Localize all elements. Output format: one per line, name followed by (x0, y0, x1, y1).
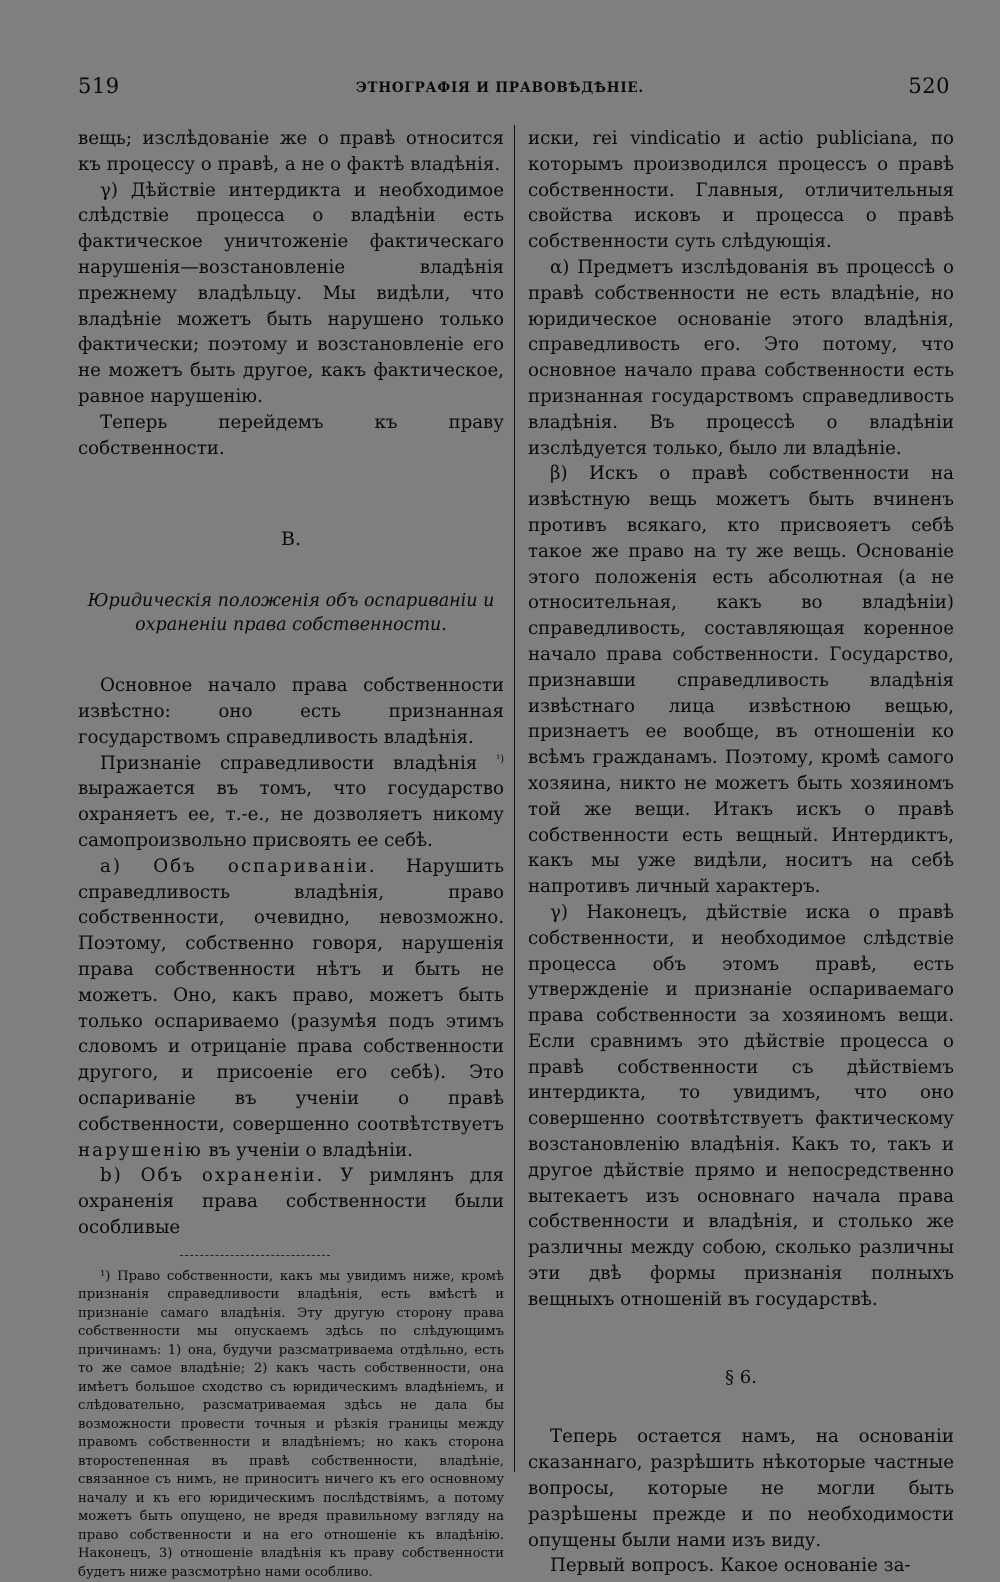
paragraph: иски, rei vindicatio и actio publiciana, по которымъ производился процессъ о правѣ собственности. Главныя, отличительныя свойства исковъ и процесса о правѣ собственности суть слѣдующія. (528, 128, 954, 253)
right-column (528, 126, 954, 1579)
running-title: ЭТНОГРАФІЯ И ПРАВОВѢДѢНІЕ. (355, 80, 645, 96)
paragraph-label: а) Объ оспариваніи. (100, 855, 377, 877)
footnote-ref: ¹) (496, 753, 504, 765)
paragraph: α) Предметъ изслѣдованія въ процессѣ о правѣ собственности не есть владѣніе, но юридическое основаніе этого владѣнія, справедливость его. Это потому, что основное начало права собственности есть признанная государствомъ справедливость владѣнія. Въ процессѣ о владѣніи изслѣдуется только, было ли владѣніе. (528, 256, 954, 459)
section-sign: § 6. (725, 1366, 757, 1388)
paragraph-text: У римлянъ для охраненія права собственности были особливые (78, 1165, 504, 1238)
page-number-right: 520 (908, 74, 950, 98)
paragraph: β) Искъ о правѣ собственности на извѣстную вещь можетъ быть вчиненъ противъ всякаго, кто присвояетъ себѣ такое же право на ту же вещь. Основаніе этого положенія есть абсолютная (а не относительная, какъ во владѣніи) справедливость, составляющая коренное начало права собственности. Государство, признавши справедливость владѣнія извѣстнаго лица извѣстною вещью, признаетъ ее вообще, въ отношеніи ко всѣмъ гражданамъ. Поэтому, кромѣ самого хозяина, никто не можетъ быть хозяиномъ той же вещи. Итакъ искъ о правѣ собственности есть вещный. Интердиктъ, какъ мы уже видѣли, носитъ на себѣ напротивъ личный характеръ. (528, 463, 954, 898)
paragraph: Основное начало права собственности извѣстно: оно есть признанная государствомъ справедливость владѣнія. (78, 675, 504, 748)
footnote: ¹) Право собственности, какъ мы увидимъ ниже, кромѣ признанія справедливости владѣнія, есть вмѣстѣ и признаніе самаго владѣнія. Эту другую сторону права собственности мы опускаемъ здѣсь по слѣдующимъ причинамъ: 1) она, будучи разсматриваема отдѣльно, есть то же самое владѣніе; 2) какъ часть собственности, она имѣетъ большое сходство съ юридическимъ владѣніемъ, и слѣдовательно, разсматриваемая здѣсь не дала бы возможности провести точныя и рѣзкія границы между правомъ собственности и владѣніемъ; но какъ сторона второстепенная въ правѣ собственности, владѣніе, связанное съ нимъ, не приноситъ ничего къ его основному началу и къ его юридическимъ послѣдствіямъ, а потому можетъ быть опущено, не вредя правильному взгляду на право собственности и на его отношеніе къ владѣнію. Наконецъ, 3) отношеніе владѣнія къ праву собственности будетъ ниже разсмотрѣно нами особливо. (78, 1268, 504, 1580)
section-subheading: Юридическія положенія объ оспариваніи и охраненіи права собственности. (87, 591, 495, 636)
paragraph-label: b) Объ охраненіи. (100, 1165, 325, 1187)
paragraph: γ) Дѣйствіе интердикта и необходимое слѣдствіе процесса о владѣніи есть фактическое уничтоженіе фактическаго нарушенія—возстановленіе владѣнія прежнему владѣльцу. Мы видѣли, что владѣніе можетъ быть нарушено только фактически; поэтому и возстановленіе его не можетъ быть другое, какъ фактическое, равное нарушенію. (78, 179, 504, 407)
column-rule (514, 125, 515, 1472)
paragraph (78, 751, 504, 854)
paragraph (78, 1163, 504, 1240)
paragraph-text: Признаніе справедливости владѣнія (100, 752, 497, 774)
paragraph: Теперь перейдемъ къ праву собственности. (78, 411, 504, 459)
paragraph-text: выражается въ томъ, что государство охраняетъ ее, т.-е., не дозволяетъ никому самопроизвольно присвоять ее себѣ. (78, 778, 504, 851)
paragraph-text: въ ученіи о владѣніи. (202, 1139, 413, 1161)
paragraph: γ) Наконецъ, дѣйствіе иска о правѣ собственности, и необходимое слѣдствіе процесса объ этомъ правѣ, есть утвержденіе и признаніе оспариваемаго права собственности за хозяиномъ вещи. Если сравнимъ это дѣйствіе процесса о правѣ собственности съ дѣйствіемъ интердикта, то увидимъ, что оно совершенно соотвѣтствуетъ фактическому возстановленію владѣнія. Какъ то, такъ и другое дѣйствіе прямо и непосредственно вытекаетъ изъ основнаго начала права собственности и владѣнія, и столько же различны между собою, сколько различны эти двѣ формы признанія полныхъ вещныхъ отношеній въ государствѣ. (528, 901, 954, 1310)
paragraph: Первый вопросъ. Какое основаніе за- (550, 1555, 911, 1577)
paragraph-text: Нарушить справедливость владѣнія, право собственности, очевидно, невозможно. Поэтому, собственно говоря, нарушенія права собственности нѣтъ и быть не можетъ. Оно, какъ право, можетъ быть только оспариваемо (разумѣя подъ этимъ словомъ и отрицаніе права собственности другого, и присоеніе его себѣ). Это оспариваніе въ ученіи о правѣ собственности, совершенно соотвѣтствуетъ (78, 855, 504, 1135)
paragraph: вещь; изслѣдованіе же о правѣ относится къ процессу о правѣ, а не о фактѣ владѣнія. (78, 128, 504, 175)
paragraph: Теперь остается намъ, на основаніи сказаннаго, разрѣшить нѣкоторые частные вопросы, которые не могли быть разрѣшены прежде и по необходимости опущены были нами изъ виду. (528, 1426, 954, 1551)
spaced-word: нарушенію (78, 1139, 203, 1161)
footnote-separator (180, 1255, 330, 1256)
page-number-left: 519 (78, 74, 120, 98)
section-letter: B. (280, 528, 301, 551)
left-column (78, 126, 504, 1582)
paragraph (78, 854, 504, 1164)
